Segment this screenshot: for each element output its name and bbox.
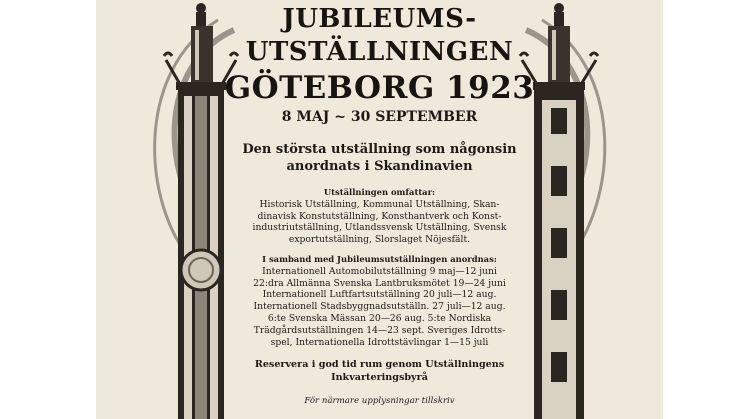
contents-line: industriutställning, Utlandssvensk Utställning, Svensk [252,222,507,234]
events-header: I samband med Jubileumsutställningen anordnas: [262,254,497,264]
events-line: Internationell Luftfartsutställning 20 juli—12 aug. [262,289,497,301]
events-line: spel, Internationella Idrottstävlingar 1—15 juli [270,336,489,348]
exhibition-dates: 8 MAJ ~ 30 SEPTEMBER [281,109,478,125]
title-line-3: GÖTEBORG 1923 [224,70,535,106]
reserve-line: Reservera i god tid rum genom Utställningens [254,359,505,370]
contents-header: Utställningen omfattar: [323,187,436,197]
events-line: 6:te Svenska Mässan 20—26 aug. 5:te Nordiska [267,312,492,324]
footer-line: För närmare upplysningar tillskriv [304,396,455,406]
reservation-notice [236,359,523,384]
title-line-1: JUBILEUMS- [282,4,477,34]
tagline [96,141,663,175]
footer-note [236,396,523,408]
contents-section [236,187,523,246]
poster [96,0,663,419]
tagline-line: Den största utställning som någonsin [242,142,517,157]
tagline-line: anordnats i Skandinavien [286,159,473,174]
contents-line: dinavisk Konstutställning, Konsthantverk och Konst- [257,210,502,222]
events-section [236,254,523,348]
events-line: Internationell Automobilutställning 9 maj—12 juni [262,265,497,277]
events-line: Internationell Stadsbyggnadsutställn. 27 juli—12 aug. [253,301,506,313]
events-line: 22:dra Allmänna Svenska Lantbruksmötet 19—24 juni [253,277,506,289]
reserve-line: Inkvarteringsbyrå [331,371,428,383]
contents-line: exportutställning, Slorslaget Nöjesfält. [288,234,471,246]
contents-line: Historisk Utställning, Kommunal Utställning, Skan- [259,198,500,210]
title-line-2: UTSTÄLLNINGEN [245,37,514,67]
events-line: Trädgårdsutställningen 14—23 sept. Sveriges Idrotts- [253,324,506,336]
